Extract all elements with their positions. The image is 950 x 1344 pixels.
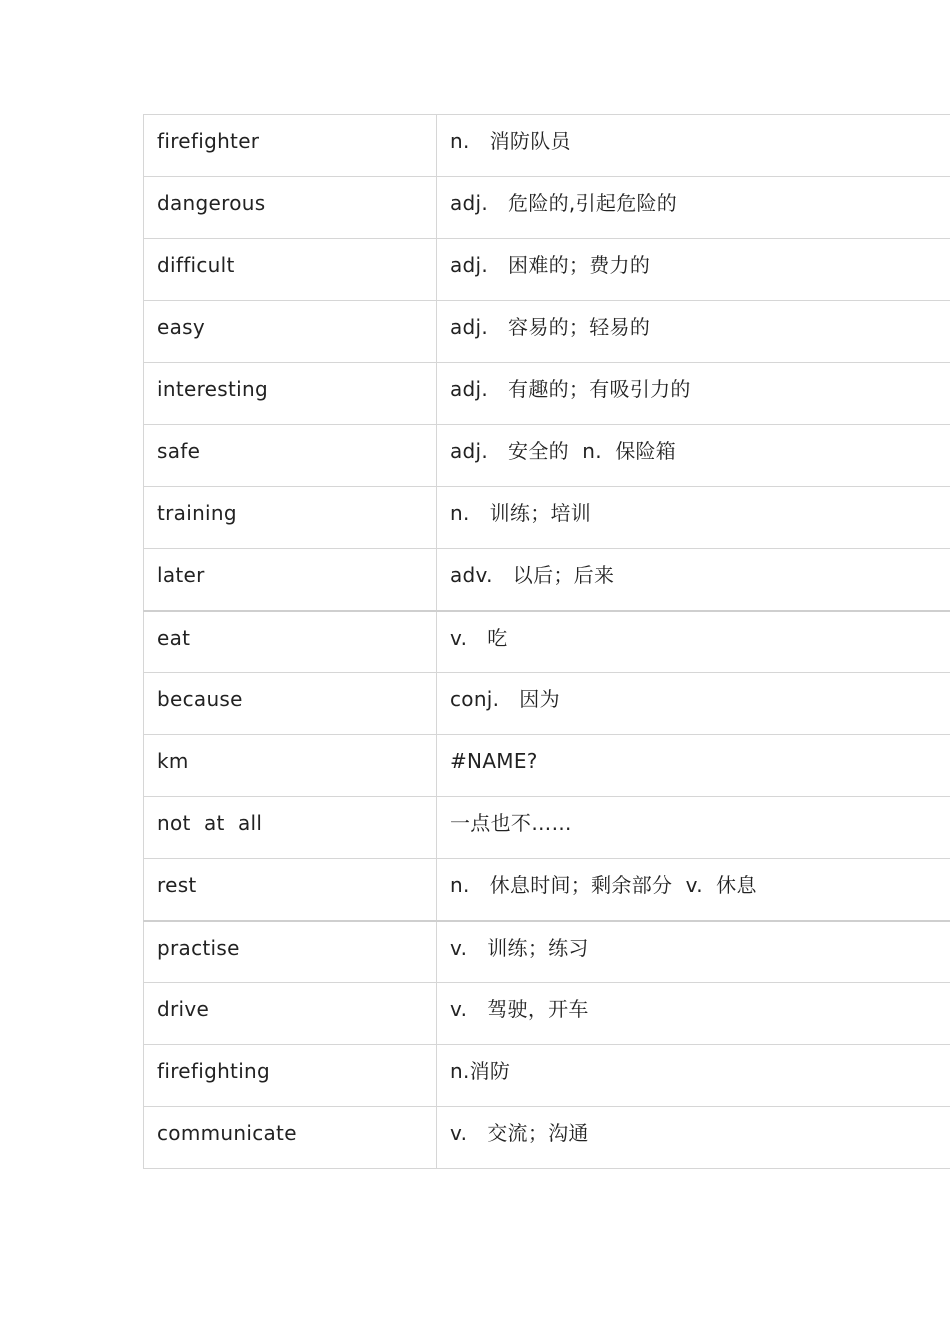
word-text: dangerous — [157, 191, 266, 215]
word-cell — [144, 177, 437, 239]
table-row — [144, 177, 950, 239]
meaning-text: v. 训练；练习 — [450, 935, 589, 960]
meaning-cell — [437, 487, 950, 549]
word-text: interesting — [157, 377, 268, 401]
word-text: eat — [157, 625, 191, 650]
meaning-text: adv. 以后；后来 — [450, 563, 615, 587]
table-row — [144, 673, 950, 735]
meaning-cell — [437, 1045, 950, 1107]
word-text: km — [157, 749, 189, 773]
word-text: firefighter — [157, 129, 260, 153]
table-row — [144, 797, 950, 859]
table-row — [144, 983, 950, 1045]
meaning-cell — [437, 549, 950, 611]
word-text: firefighting — [157, 1059, 271, 1083]
word-cell — [144, 859, 437, 921]
meaning-text: adj. 危险的,引起危险的 — [450, 191, 678, 215]
meaning-cell — [437, 859, 950, 921]
word-text: difficult — [157, 253, 235, 277]
meaning-cell — [437, 115, 950, 177]
meaning-cell — [437, 301, 950, 363]
word-cell — [144, 1045, 437, 1107]
meaning-cell — [437, 921, 950, 983]
table-row — [144, 115, 950, 177]
word-cell — [144, 921, 437, 983]
word-cell — [144, 983, 437, 1045]
word-text: because — [157, 687, 243, 711]
meaning-cell — [437, 735, 950, 797]
word-text: safe — [157, 439, 201, 463]
meaning-cell — [437, 673, 950, 735]
word-cell — [144, 797, 437, 859]
meaning-text: n. 休息时间；剩余部分 v. 休息 — [450, 873, 757, 897]
word-cell — [144, 115, 437, 177]
meaning-cell — [437, 425, 950, 487]
word-text: later — [157, 563, 205, 587]
word-text: drive — [157, 997, 210, 1021]
meaning-text: adj. 安全的 n. 保险箱 — [450, 439, 677, 463]
meaning-text: n. 训练；培训 — [450, 501, 592, 525]
meaning-cell — [437, 1107, 950, 1169]
meaning-text: #NAME? — [450, 749, 538, 773]
meaning-text: n.消防 — [450, 1059, 511, 1083]
meaning-text: v. 吃 — [450, 625, 508, 650]
table-row — [144, 859, 950, 921]
meaning-text: 一点也不…… — [450, 811, 572, 835]
table-row — [144, 735, 950, 797]
word-text: rest — [157, 873, 197, 897]
vocabulary-table — [143, 114, 950, 1169]
word-text: easy — [157, 315, 206, 339]
meaning-text: adj. 困难的；费力的 — [450, 253, 651, 277]
meaning-cell — [437, 363, 950, 425]
word-text: training — [157, 501, 237, 525]
word-cell — [144, 363, 437, 425]
word-cell — [144, 549, 437, 611]
word-cell — [144, 425, 437, 487]
meaning-cell — [437, 611, 950, 673]
word-cell — [144, 301, 437, 363]
meaning-text: v. 交流；沟通 — [450, 1121, 589, 1145]
table-row — [144, 1045, 950, 1107]
word-cell — [144, 611, 437, 673]
word-text: not at all — [157, 811, 263, 835]
table-row — [144, 301, 950, 363]
word-cell — [144, 239, 437, 301]
table-row — [144, 921, 950, 983]
meaning-text: v. 驾驶，开车 — [450, 997, 589, 1021]
table-row — [144, 363, 950, 425]
table-row — [144, 239, 950, 301]
meaning-text: conj. 因为 — [450, 687, 560, 711]
meaning-text: adj. 容易的；轻易的 — [450, 315, 651, 339]
word-cell — [144, 735, 437, 797]
table-row — [144, 611, 950, 673]
word-text: practise — [157, 935, 240, 960]
table-row — [144, 549, 950, 611]
table-row — [144, 487, 950, 549]
meaning-cell — [437, 797, 950, 859]
meaning-text: n. 消防队员 — [450, 129, 571, 153]
word-cell — [144, 673, 437, 735]
table-row — [144, 1107, 950, 1169]
meaning-cell — [437, 177, 950, 239]
meaning-cell — [437, 983, 950, 1045]
word-cell — [144, 1107, 437, 1169]
word-text: communicate — [157, 1121, 297, 1145]
meaning-cell — [437, 239, 950, 301]
word-cell — [144, 487, 437, 549]
table-row — [144, 425, 950, 487]
meaning-text: adj. 有趣的；有吸引力的 — [450, 377, 691, 401]
